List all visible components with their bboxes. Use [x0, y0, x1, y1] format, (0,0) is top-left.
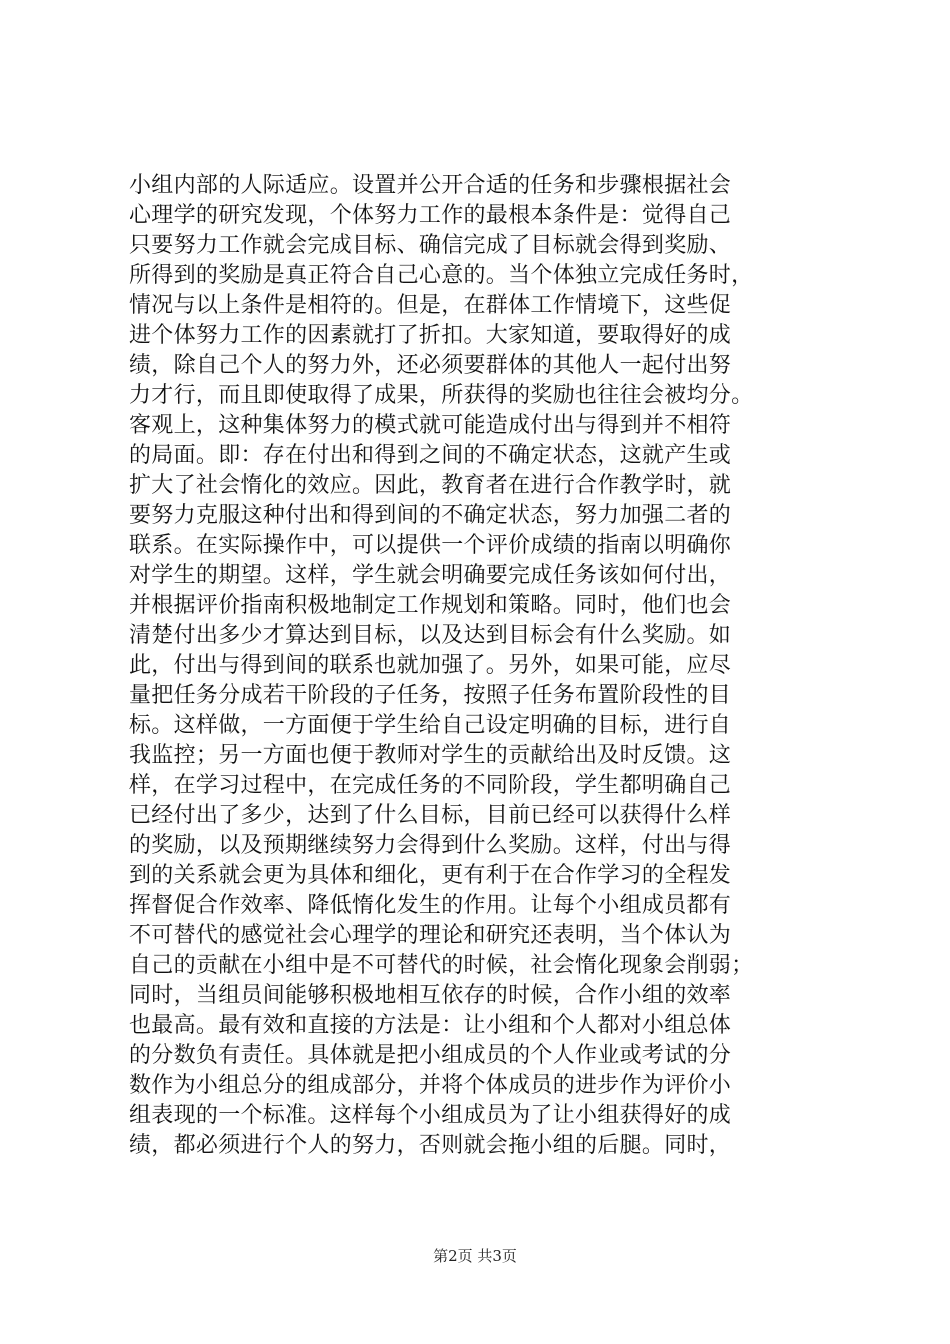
text-line: 不可替代的感觉社会心理学的理论和研究还表明，当个体认为	[129, 923, 732, 948]
text-line: 客观上，这种集体努力的模式就可能造成付出与得到并不相符	[129, 413, 732, 438]
text-line: 对学生的期望。这样，学生就会明确要完成任务该如何付出，	[129, 563, 732, 588]
text-line: 到的关系就会更为具体和细化，更有利于在合作学习的全程发	[129, 863, 732, 888]
text-line: 绩，除自己个人的努力外，还必须要群体的其他人一起付出努	[129, 353, 732, 378]
text-line: 小组内部的人际适应。设置并公开合适的任务和步骤根据社会	[129, 173, 732, 198]
text-line: 联系。在实际操作中，可以提供一个评价成绩的指南以明确你	[129, 533, 732, 558]
text-line: 绩，都必须进行个人的努力，否则就会拖小组的后腿。同时，	[129, 1133, 732, 1158]
text-line: 所得到的奖励是真正符合自己心意的。当个体独立完成任务时，	[129, 263, 754, 288]
text-line: 挥督促合作效率、降低惰化发生的作用。让每个小组成员都有	[129, 893, 732, 918]
text-line: 要努力克服这种付出和得到间的不确定状态，努力加强二者的	[129, 503, 732, 528]
text-line: 样，在学习过程中，在完成任务的不同阶段，学生都明确自己	[129, 773, 732, 798]
body-text	[129, 171, 829, 1161]
page-footer: 第2页 共3页	[433, 1247, 517, 1265]
text-line: 自己的贡献在小组中是不可替代的时候，社会惰化现象会削弱；	[129, 953, 754, 978]
text-line: 情况与以上条件是相符的。但是，在群体工作情境下，这些促	[129, 293, 732, 318]
text-line: 量把任务分成若干阶段的子任务，按照子任务布置阶段性的目	[129, 683, 732, 708]
text-line: 同时，当组员间能够积极地相互依存的时候，合作小组的效率	[129, 983, 732, 1008]
text-line: 组表现的一个标准。这样每个小组成员为了让小组获得好的成	[129, 1103, 732, 1128]
text-line: 心理学的研究发现，个体努力工作的最根本条件是：觉得自己	[129, 203, 732, 228]
text-line: 的分数负有责任。具体就是把小组成员的个人作业或考试的分	[129, 1043, 732, 1068]
text-line: 只要努力工作就会完成目标、确信完成了目标就会得到奖励、	[129, 233, 732, 258]
text-line: 标。这样做，一方面便于学生给自己设定明确的目标，进行自	[129, 713, 732, 738]
text-line: 的奖励，以及预期继续努力会得到什么奖励。这样，付出与得	[129, 833, 732, 858]
text-line: 扩大了社会惰化的效应。因此，教育者在进行合作教学时，就	[129, 473, 732, 498]
text-line: 并根据评价指南积极地制定工作规划和策略。同时，他们也会	[129, 593, 732, 618]
text-line: 清楚付出多少才算达到目标，以及达到目标会有什么奖励。如	[129, 623, 732, 648]
text-line: 数作为小组总分的组成部分，并将个体成员的进步作为评价小	[129, 1073, 732, 1098]
text-line: 的局面。即：存在付出和得到之间的不确定状态，这就产生或	[129, 443, 732, 468]
text-line: 我监控；另一方面也便于教师对学生的贡献给出及时反馈。这	[129, 743, 732, 768]
text-line: 已经付出了多少，达到了什么目标，目前已经可以获得什么样	[129, 803, 732, 828]
text-line: 此，付出与得到间的联系也就加强了。另外，如果可能，应尽	[129, 653, 732, 678]
text-line: 也最高。最有效和直接的方法是：让小组和个人都对小组总体	[129, 1013, 732, 1038]
text-line: 进个体努力工作的因素就打了折扣。大家知道，要取得好的成	[129, 323, 732, 348]
text-line: 力才行，而且即使取得了成果，所获得的奖励也往往会被均分。	[129, 383, 754, 408]
